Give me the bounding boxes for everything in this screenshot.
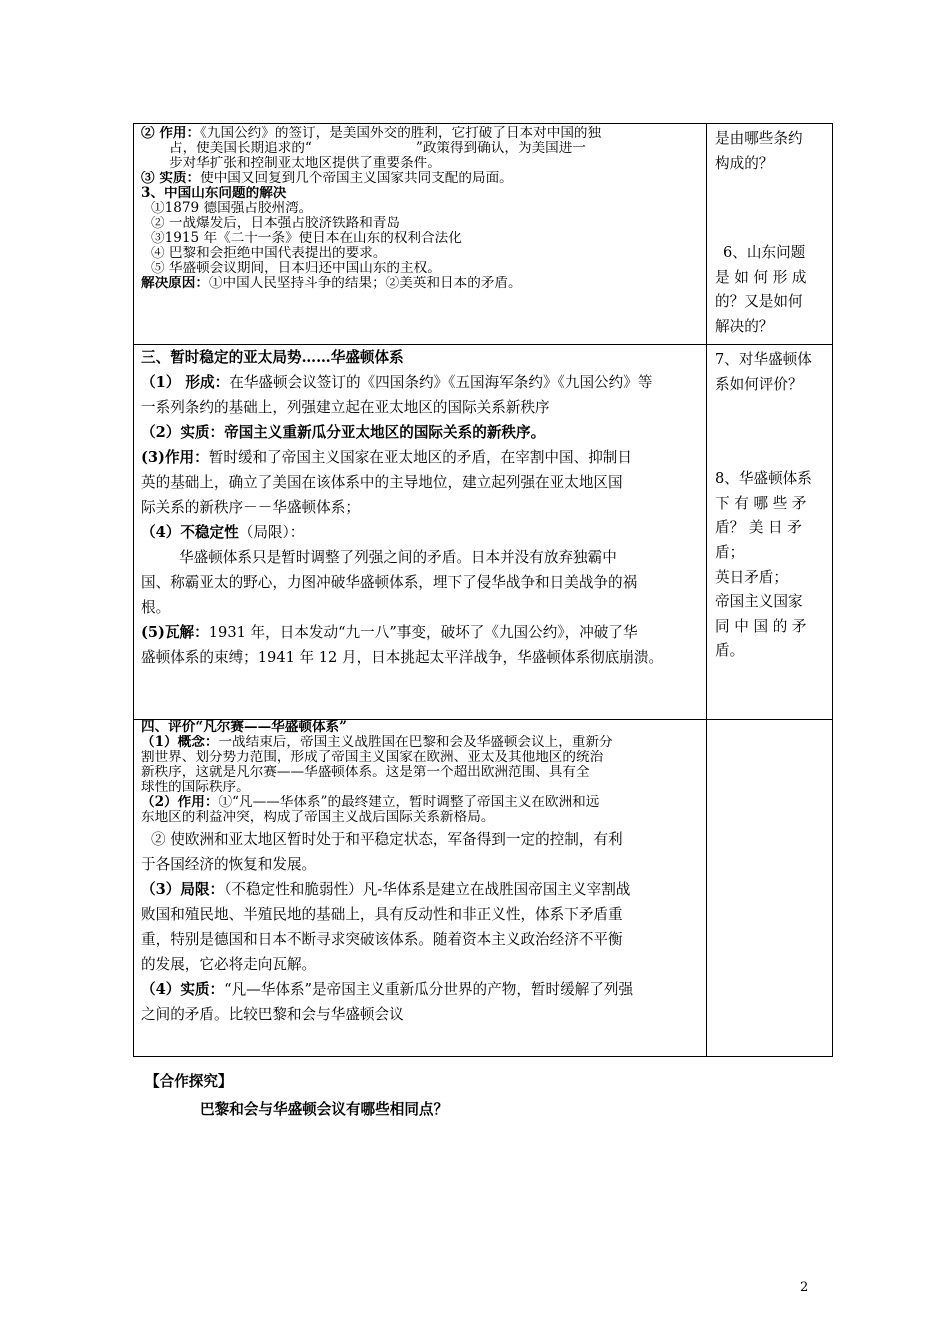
row3-side-cell bbox=[707, 720, 833, 1057]
row3-line9-text: 于各国经济的恢复和发展。 bbox=[141, 856, 317, 873]
row2-line12-label: (5)瓦解： bbox=[141, 624, 209, 641]
page-number: 2 bbox=[800, 1280, 809, 1295]
row1-side-q6-line1: 6、山东问题 bbox=[723, 244, 806, 262]
row1-side-q5-line1: 是由哪些条约 bbox=[715, 130, 803, 147]
row3-line11-text: 败国和殖民地、半殖民地的基础上，具有反动性和非正义性，体系下矛盾重 bbox=[141, 906, 623, 923]
row2-line12-text: 1931 年，日本发动“九一八”事变，破坏了《九国公约》，冲破了华 bbox=[208, 624, 638, 641]
row1-line6-text: ①1879 德国强占胶州湾。 bbox=[151, 201, 313, 216]
row2-side-q8-line5: 英日矛盾； bbox=[715, 568, 788, 586]
table-row bbox=[134, 345, 833, 720]
row2-side-q8-line8: 盾。 bbox=[715, 642, 745, 660]
table-row bbox=[134, 124, 833, 345]
row2-side-q7-line2: 系如何评价？ bbox=[715, 375, 803, 393]
row2-line8-text: （局限）： bbox=[238, 524, 305, 541]
row3-line2-label: （1）概念： bbox=[141, 735, 219, 750]
row2-line5-label: (3)作用： bbox=[141, 449, 209, 466]
row3-line6-text: ①“凡——华体系”的最终建立，暂时调整了帝国主义在欧洲和远 bbox=[218, 795, 600, 810]
row2-line13-text: 盛顿体系的束缚；1941 年 12 月，日本挑起太平洋战争，华盛顿体系彻底崩溃。 bbox=[141, 649, 664, 666]
row2-line11-text: 根。 bbox=[141, 599, 171, 616]
section4-heading: 四、评价“凡尔赛——华盛顿体系” bbox=[141, 720, 347, 735]
row3-line13-text: 的发展，它必将走向瓦解。 bbox=[141, 956, 317, 973]
row3-line5-text: 球性的国际秩序。 bbox=[141, 780, 250, 795]
row1-side-q5-line2: 构成的？ bbox=[715, 154, 774, 172]
row1-line11-label: 解决原因： bbox=[141, 276, 209, 291]
row1-line3-text: 步对华扩张和控制亚太地区提供了重要条件。 bbox=[169, 156, 441, 171]
row3-line6-label: （2）作用： bbox=[141, 795, 219, 810]
row3-line10-label: （3）局限： bbox=[141, 881, 225, 898]
row1-line11-text: ①中国人民坚持斗争的结果；②美英和日本的矛盾。 bbox=[208, 276, 522, 291]
row3-line14-text: “凡—华体系”是帝国主义重新瓜分世界的产物，暂时缓解了列强 bbox=[224, 981, 634, 998]
row2-side-q7-line1: 7、对华盛顿体 bbox=[715, 351, 812, 368]
row1-side-q6-line3: 的？又是如何 bbox=[715, 293, 803, 311]
row1-side-cell bbox=[707, 124, 833, 345]
row3-line12-text: 重，特别是德国和日本不断寻求突破该体系。随着资本主义政治经济不平衡 bbox=[141, 931, 623, 948]
row2-side-q8-line6: 帝国主义国家 bbox=[715, 593, 803, 611]
row2-line7-text: 际关系的新秩序－－华盛顿体系； bbox=[141, 499, 360, 516]
row1-line10-text: ⑤ 华盛顿会议期间，日本归还中国山东的主权。 bbox=[151, 261, 441, 276]
row3-line7-text: 东地区的利益冲突，构成了帝国主义战后国际关系新格局。 bbox=[141, 810, 495, 825]
row2-side-q8-line7: 同 中 国 的 矛 bbox=[715, 617, 807, 635]
row3-line8-text: ② 使欧洲和亚太地区暂时处于和平稳定状态，军备得到一定的控制，有利 bbox=[151, 831, 623, 848]
row3-main-cell bbox=[134, 720, 707, 1057]
row2-line2-label: （1） 形成： bbox=[141, 374, 230, 391]
row1-main-cell bbox=[134, 124, 707, 345]
row2-side-q8-line4: 盾； bbox=[715, 543, 745, 561]
row2-side-q8-line3: 盾？ 美 日 矛 bbox=[715, 519, 802, 537]
cooperation-heading: 【合作探究】 bbox=[145, 1073, 233, 1090]
row1-line1-text: 《九国公约》的签订，是美国外交的胜利，它打破了日本对中国的独 bbox=[200, 126, 602, 141]
row1-side-q6-line4: 解决的？ bbox=[715, 317, 774, 335]
row1-side-q6-line2: 是 如 何 形 成 bbox=[715, 268, 807, 286]
row3-line2-text: 一战结束后，帝国主义战胜国在巴黎和会及华盛顿会议上，重新分 bbox=[218, 735, 613, 750]
row3-line3-text: 割世界、划分势力范围，形成了帝国主义国家在欧洲、亚太及其他地区的统治 bbox=[141, 750, 604, 765]
row2-line8-label: （4）不稳定性 bbox=[141, 524, 239, 541]
row2-line5-text: 暂时缓和了帝国主义国家在亚太地区的矛盾，在宰割中国、抑制日 bbox=[208, 449, 632, 466]
row2-line6-text: 英的基础上，确立了美国在该体系中的主导地位，建立起列强在亚太地区国 bbox=[141, 474, 623, 491]
row3-line10-text: （不稳定性和脆弱性）凡-华体系是建立在战胜国帝国主义宰割战 bbox=[224, 881, 631, 898]
row1-line4-label: ③ 实质： bbox=[141, 171, 201, 186]
row2-main-cell bbox=[134, 345, 707, 720]
row1-line5-heading: 3、中国山东问题的解决 bbox=[141, 186, 287, 201]
row1-line1-label: ② 作用： bbox=[141, 126, 201, 141]
row1-line2-text: 占，使美国长期追求的“ bbox=[169, 141, 312, 156]
row3-line15-text: 之间的矛盾。比较巴黎和会与华盛顿会议 bbox=[141, 1006, 404, 1023]
content-table bbox=[133, 123, 833, 1057]
row2-side-q8-line1: 8、华盛顿体系 bbox=[715, 470, 812, 488]
row1-line7-text: ② 一战爆发后，日本强占胶济铁路和青岛 bbox=[151, 216, 401, 231]
row3-line14-label: （4）实质： bbox=[141, 981, 225, 998]
row3-line4-text: 新秩序，这就是凡尔赛——华盛顿体系。这是第一个超出欧洲范围、具有全 bbox=[141, 765, 590, 780]
row1-line2-text2: ”政策得到确认，为美国进一 bbox=[415, 141, 586, 156]
row2-line2-text: 在华盛顿会议签订的《四国条约》《五国海军条约》《九国公约》等 bbox=[229, 374, 653, 391]
row2-line10-text: 国、称霸亚太的野心，力图冲破华盛顿体系，埋下了侵华战争和日美战争的祸 bbox=[141, 574, 638, 591]
row1-line8-text: ③1915 年《二十一条》使日本在山东的权利合法化 bbox=[151, 231, 462, 246]
row2-line4-label: （2）实质：帝国主义重新瓜分亚太地区的国际关系的新秩序。 bbox=[141, 424, 546, 441]
cooperation-question: 巴黎和会与华盛顿会议有哪些相同点？ bbox=[200, 1101, 449, 1118]
row2-side-cell bbox=[707, 345, 833, 720]
row2-line9-text: 华盛顿体系只是暂时调整了列强之间的矛盾。日本并没有放弃独霸中 bbox=[179, 549, 617, 566]
row2-side-q8-line2: 下 有 哪 些 矛 bbox=[715, 494, 807, 512]
table-row bbox=[134, 720, 833, 1057]
row1-line4-text: 使中国又回复到几个帝国主义国家共同支配的局面。 bbox=[200, 171, 513, 186]
section3-heading: 三、暂时稳定的亚太局势……华盛顿体系 bbox=[141, 349, 404, 366]
row1-line9-text: ④ 巴黎和会拒绝中国代表提出的要求。 bbox=[151, 246, 387, 261]
row2-line3-text: 一系列条约的基础上，列强建立起在亚太地区的国际关系新秩序 bbox=[141, 399, 550, 416]
